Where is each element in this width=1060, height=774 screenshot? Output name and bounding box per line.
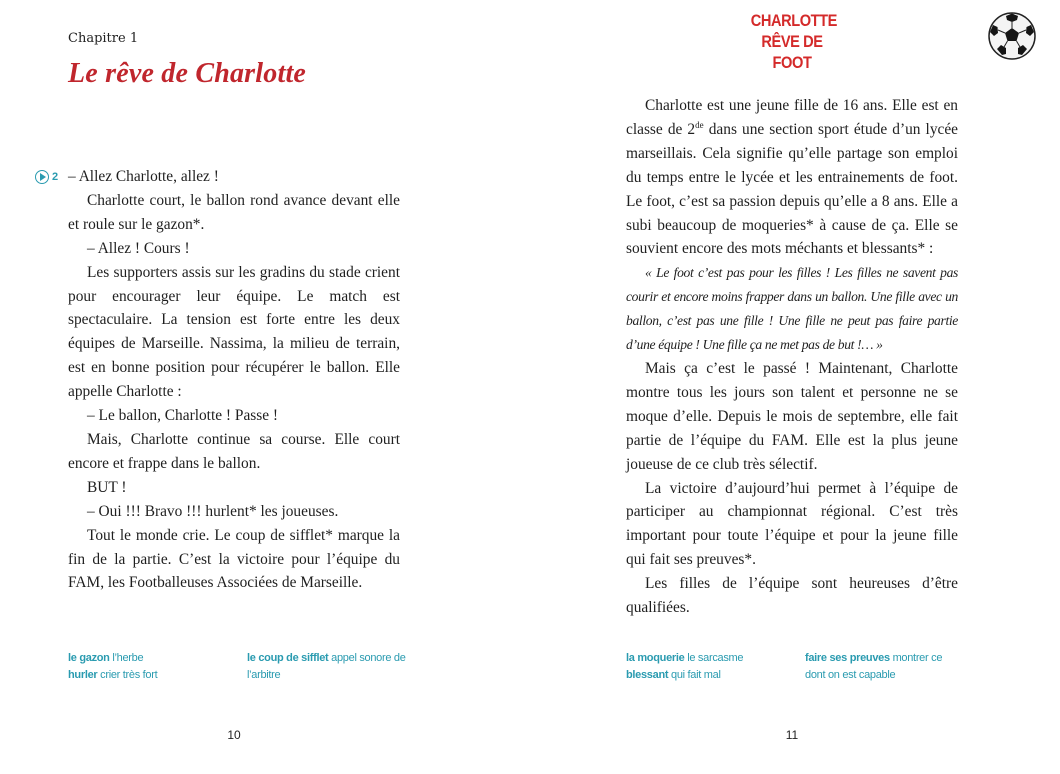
glossary-term: le gazon: [68, 652, 110, 664]
right-page: [530, 0, 1060, 774]
glossary-entry: [68, 667, 247, 684]
glossary-entry: [626, 650, 805, 667]
paragraph: Mais, Charlotte continue sa course. Elle court encore et frappe dans le ballon.: [68, 430, 400, 472]
superscript: de: [695, 119, 704, 130]
page-number: 10: [227, 728, 241, 742]
paragraph: Tout le monde crie. Le coup de sifflet* marque la fin de la partie. C’est la victoire pour l’équipe du FAM, les Footballeuses Associées de Marseille.: [68, 526, 400, 592]
glossary-column: [68, 650, 247, 684]
glossary-term: faire ses preuves: [805, 652, 890, 664]
book-title-line: CHARLOTTE: [750, 11, 838, 30]
glossary-definition: montrer ce dont on est capable: [805, 652, 943, 681]
paragraph: BUT !: [87, 478, 127, 496]
paragraph: Les filles de l’équipe sont heureuses d’être qualifiées.: [626, 575, 958, 617]
glossary-definition: qui fait mal: [671, 669, 721, 681]
glossary-definition: appel sonore de l’arbitre: [247, 652, 406, 681]
left-body-text: [68, 165, 400, 595]
glossary-column: [247, 650, 407, 684]
paragraph: – Allez Charlotte, allez !: [68, 168, 219, 185]
glossary: [68, 650, 407, 684]
paragraph: Mais ça c’est le passé ! Maintenant, Charlotte montre tous les jours son talent et personne ne se moque d’elle. Depuis le mois de septembre, elle fait partie de l’équipe du FAM. Elle est la plus jeune joueuse de ce club très sélectif.: [626, 359, 958, 473]
paragraph: Les supporters assis sur les gradins du stade crient pour encourager leur équipe. Le match est spectaculaire. La tension est forte entre les deux équipes de Marseille. Nassima, la milieu de terrain, est en bonne position pour récupérer le ballon. Elle appelle Charlotte :: [68, 263, 400, 401]
paragraph: – Le ballon, Charlotte ! Passe !: [87, 407, 279, 425]
paragraph: La victoire d’aujourd’hui permet à l’équipe de participer au championnat régional. C’est très important pour toute l’équipe et pour la jeune fille qui fait ses preuves*.: [626, 479, 958, 569]
glossary-entry: [247, 650, 407, 684]
paragraph: – Allez ! Cours !: [87, 239, 190, 257]
audio-play-icon[interactable]: [35, 170, 49, 184]
glossary-entry: [805, 650, 965, 684]
glossary-entry: [626, 667, 805, 684]
book-title-line: RÊVE DE FOOT: [761, 32, 823, 72]
chapter-title: Le rêve de Charlotte: [68, 58, 307, 89]
glossary-term: hurler: [68, 669, 98, 681]
paragraph-text: Charlotte est une jeune fille de 16 ans. Elle est en classe de 2: [626, 97, 958, 138]
glossary: [626, 650, 965, 684]
audio-track-marker[interactable]: [35, 168, 58, 186]
glossary-column: [626, 650, 805, 684]
paragraph: [626, 94, 958, 261]
paragraph: – Oui !!! Bravo !!! hurlent* les joueuses.: [87, 502, 339, 520]
right-body-text: [626, 94, 958, 620]
chapter-label: Chapitre 1: [68, 31, 139, 46]
quote: « Le foot c’est pas pour les filles ! Les filles ne savent pas courir et encore moins frapper dans un ballon. Une fille avec un ballon, c’est pas une fille ! Une fille ne peut pas faire partie d’une équipe ! Une fille ça ne met pas de but !… »: [626, 265, 958, 353]
book-title: [744, 10, 840, 73]
glossary-definition: crier très fort: [100, 669, 158, 681]
glossary-term: la moquerie: [626, 652, 685, 664]
soccer-ball-icon: [987, 11, 1037, 61]
paragraph-text: dans une section sport étude d’un lycée marseillais. Cela signifie qu’elle partage son emploi du temps entre le lycée et les entrainements de foot. Le foot, c’est sa passion depuis qu’elle a 8 ans. Elle a subi beaucoup de moqueries* à cause de ça. Elle se souvient encore des mots méchants et blessants* :: [626, 120, 959, 258]
glossary-term: le coup de sifflet: [247, 652, 329, 664]
page-number: 11: [785, 728, 799, 742]
glossary-column: [805, 650, 965, 684]
glossary-definition: le sarcasme: [687, 652, 744, 664]
audio-track-number: 2: [52, 171, 59, 183]
paragraph: Charlotte court, le ballon rond avance devant elle et roule sur le gazon*.: [68, 191, 400, 233]
glossary-term: blessant: [626, 669, 669, 681]
glossary-definition: l’herbe: [112, 652, 144, 664]
glossary-entry: [68, 650, 247, 667]
